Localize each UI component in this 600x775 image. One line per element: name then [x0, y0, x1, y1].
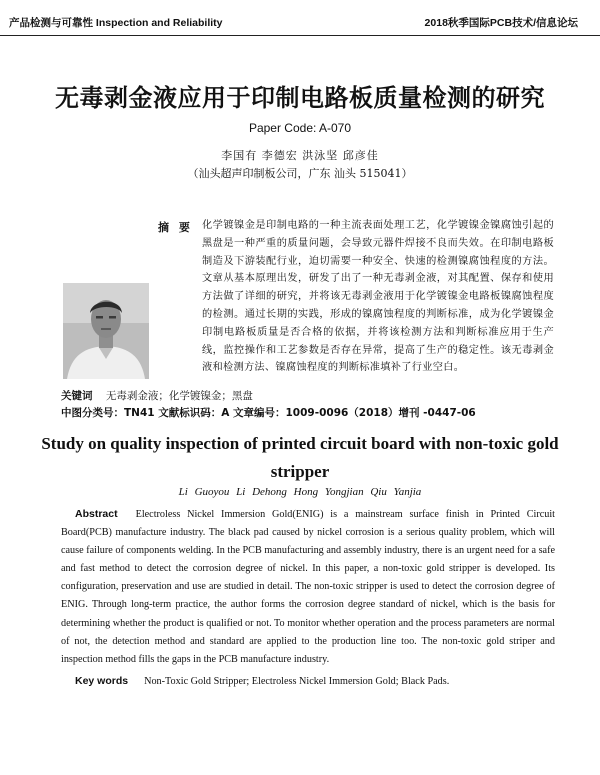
- chinese-title: 无毒剥金液应用于印制电路板质量检测的研究: [55, 84, 545, 112]
- english-abstract-text: Electroless Nickel Immersion Gold(ENIG) is a mainstream surface finish in Printed Circuit Board(PCB) manufacture industry. The black pad caused by nickel corrosion is a serious quality problem, which will cause failure of components welding. In the PCB manufacturing and assembly industry, there is an urgent need for a safe and fast method to detect the corrosion degree of nickel. In this paper, a non-toxic gold stripper is developed. Its configuration, preservation and use are studied in detail. The non-toxic stripper is used to detect the corrosion degree of ENIG. Through long-term practice, the author forms the corrosion degree standard of nickel, which is the basis for determining whether the product is qualified or not. To monitor whether operation and the process parameters are normal of not, the detection method and standard are applied to the production line too. The non-toxic gold striper and inspection method fills the gaps in the PCB manufacture industry.: [61, 509, 555, 665]
- chinese-keywords-label: 关键词: [61, 390, 93, 402]
- chinese-abstract-label: 摘 要: [158, 221, 193, 234]
- chinese-classification: 中图分类号：TN41 文献标识码：A 文章编号：1009-0096（2018）增刊 -0447-06: [61, 407, 476, 419]
- chinese-affiliation: （汕头超声印制板公司，广东 汕头 515041）: [187, 167, 413, 180]
- header-section-title: 产品检测与可靠性 Inspection and Reliability: [9, 17, 223, 29]
- chinese-keywords-text: 无毒剥金液；化学镀镍金；黑盘: [105, 390, 253, 402]
- english-abstract: [61, 505, 555, 669]
- author-portrait-image: [63, 283, 149, 379]
- author-photo: [63, 283, 149, 379]
- page-header: [0, 0, 600, 36]
- paper-code: Paper Code: A-070: [248, 121, 352, 135]
- english-title: Study on quality inspection of printed circuit board with non-toxic gold stripper: [41, 434, 559, 481]
- english-authors: Li Guoyou Li Dehong Hong Yongjian Qiu Yanjia: [178, 486, 422, 498]
- english-keywords-label: Key words: [75, 675, 129, 687]
- english-keywords: [75, 675, 449, 687]
- chinese-keywords: [61, 388, 253, 403]
- english-keywords-text: Non-Toxic Gold Stripper; Electroless Nickel Immersion Gold; Black Pads.: [144, 676, 450, 687]
- chinese-authors: 李国有 李德宏 洪泳坚 邱彦佳: [221, 149, 379, 162]
- chinese-abstract-text: 化学镀镍金是印制电路的一种主流表面处理工艺，化学镀镍金镍腐蚀引起的黑盘是一种严重的质量问题，会导致元器件焊接不良而失效。在印制电路板制造及下游装配行业，迫切需要一种安全、快速的检测镍腐蚀程度的方法。文章从基本原理出发，研发了出了一种无毒剥金液，对其配置、保存和使用方法做了详细的研究，并将该无毒剥金液用于化学镀镍金电路板镍腐蚀程度的检测。通过长期的实践，形成的镍腐蚀程度的判断标准，成为化学镀镍金印制电路板质量是否合格的依据，并将该检测方法和判断标准应用于生产线，监控操作和工艺参数是否存在异常，提高了生产的稳定性。该无毒剥金液和检测方法、镍腐蚀程度的判断标准填补了行业空白。: [202, 220, 554, 374]
- english-abstract-label: Abstract: [75, 508, 118, 520]
- header-forum-title: 2018秋季国际PCB技术/信息论坛: [424, 17, 578, 29]
